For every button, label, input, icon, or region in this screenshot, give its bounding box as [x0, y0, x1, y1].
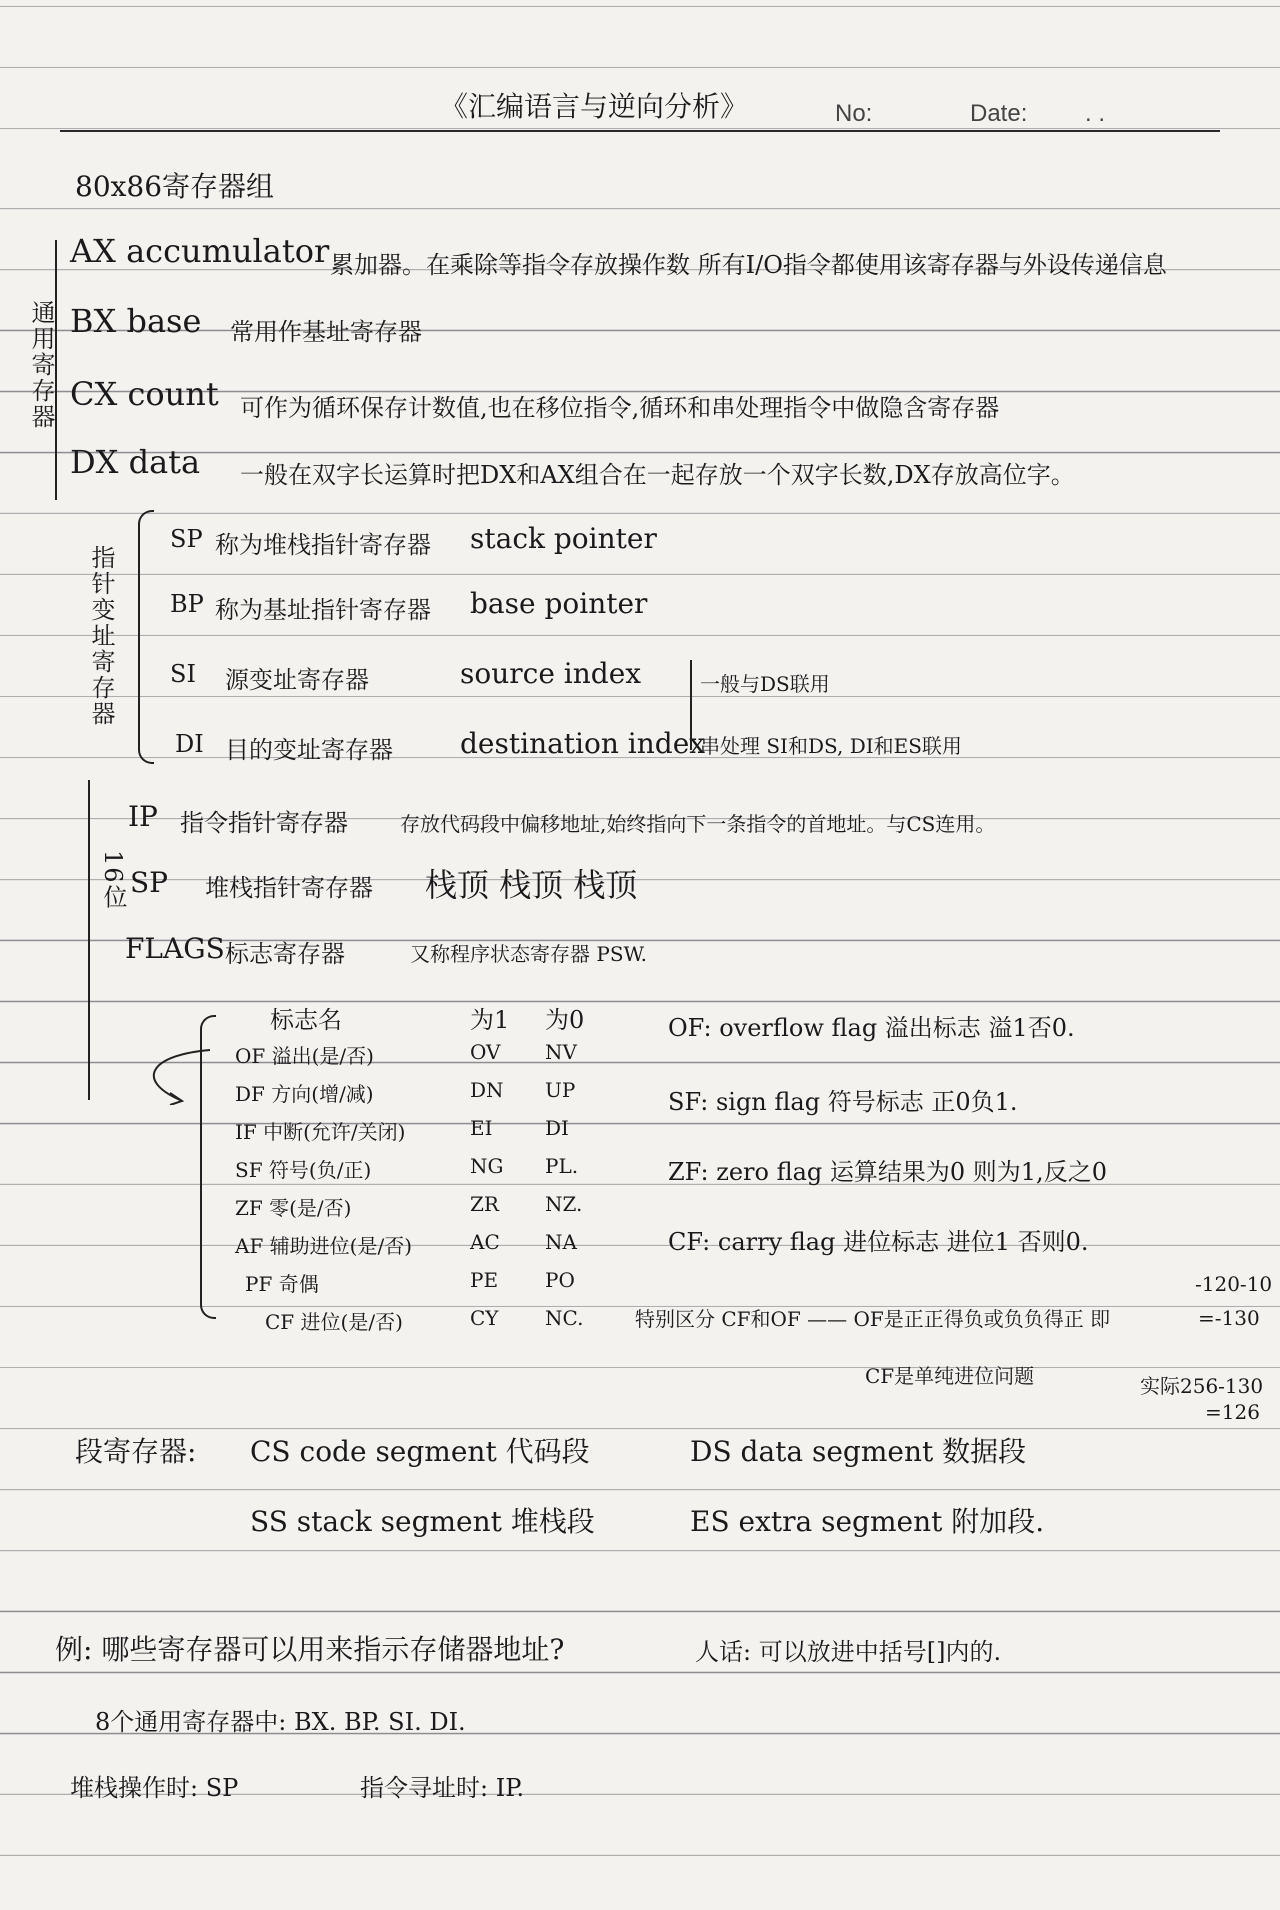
- flag-row-zero: NA: [545, 1230, 577, 1254]
- si-note: 一般与DS联用: [700, 672, 830, 696]
- sp-cn: 堆栈指针寄存器: [205, 874, 373, 902]
- di-cn: 目的变址寄存器: [225, 736, 393, 764]
- no-label: No:: [835, 100, 873, 127]
- of-cf-note-line2: CF是单纯进位问题: [865, 1364, 1035, 1388]
- example-line2: 8个通用寄存器中: BX. BP. SI. DI.: [95, 1708, 466, 1736]
- example-line3a: 堆栈操作时: SP: [70, 1774, 239, 1802]
- sp-desc: 栈顶 栈顶 栈顶: [425, 866, 638, 904]
- si-di-bracket: [690, 660, 692, 750]
- general-group-label: 通用寄存器: [27, 300, 55, 430]
- ax-description: 累加器。在乘除等指令存放操作数 所有I/O指令都使用该寄存器与外设传递信息: [330, 251, 1167, 279]
- flag-row-one: DN: [470, 1078, 504, 1102]
- page-title: 《汇编语言与逆向分析》: [440, 90, 749, 123]
- di-en: destination index: [460, 727, 706, 760]
- si-reg: SI: [170, 660, 196, 688]
- flag-row-zero: PL.: [545, 1154, 579, 1178]
- bp-pointer-en: base pointer: [470, 587, 648, 620]
- flag-row-one: ZR: [470, 1192, 499, 1216]
- dx-description: 一般在双字长运算时把DX和AX组合在一起存放一个双字长数,DX存放高位字。: [240, 461, 1075, 489]
- sp-reg: SP: [130, 866, 169, 899]
- flags-arrow: [130, 1045, 220, 1105]
- example-answer: 人话: 可以放进中括号[]内的.: [695, 1638, 1002, 1666]
- example-line3b: 指令寻址时: IP.: [360, 1774, 525, 1802]
- flag-row-one: AC: [470, 1230, 500, 1254]
- flags-col-name: 标志名: [270, 1006, 342, 1034]
- side-calc-3: 实际256-130: [1140, 1374, 1264, 1398]
- ax-register: AX accumulator: [70, 232, 330, 270]
- flag-row-name: AF 辅助进位(是/否): [235, 1234, 413, 1258]
- bit16-bracket: [88, 780, 90, 1100]
- of-note: OF: overflow flag 溢出标志 溢1否0.: [668, 1014, 1075, 1042]
- section-title: 80x86寄存器组: [75, 170, 275, 203]
- bx-description: 常用作基址寄存器: [230, 318, 422, 346]
- flag-row-name: SF 符号(负/正): [235, 1158, 372, 1182]
- ds-segment: DS data segment 数据段: [690, 1435, 1027, 1468]
- flag-row-one: NG: [470, 1154, 504, 1178]
- bit16-label: 16位: [99, 850, 127, 911]
- es-segment: ES extra segment 附加段.: [690, 1505, 1045, 1538]
- flag-row-zero: DI: [545, 1116, 569, 1140]
- cf-note: CF: carry flag 进位标志 进位1 否则0.: [668, 1228, 1089, 1256]
- flag-row-name: PF 奇偶: [245, 1272, 319, 1296]
- side-calc-4: =126: [1205, 1400, 1260, 1424]
- date-value: . .: [1085, 100, 1106, 127]
- header-rule: [60, 130, 1220, 132]
- flag-row-one: OV: [470, 1040, 501, 1064]
- ss-segment: SS stack segment 堆栈段: [250, 1505, 595, 1538]
- flag-row-name: IF 中断(允许/关闭): [235, 1120, 406, 1144]
- si-di-note: 串处理 SI和DS, DI和ES联用: [700, 734, 962, 758]
- cx-description: 可作为循环保存计数值,也在移位指令,循环和串处理指令中做隐含寄存器: [240, 394, 1000, 422]
- flag-row-name: ZF 零(是/否): [235, 1196, 352, 1220]
- flags-col-zero: 为0: [545, 1006, 585, 1034]
- flag-row-one: EI: [470, 1116, 493, 1140]
- sp-pointer-en: stack pointer: [470, 522, 657, 555]
- side-calc-2: =-130: [1198, 1306, 1260, 1330]
- flags-cn: 标志寄存器: [225, 940, 345, 968]
- flag-row-name: DF 方向(增/减): [235, 1082, 374, 1106]
- sp-pointer-cn: 称为堆栈指针寄存器: [215, 531, 431, 559]
- flag-row-one: CY: [470, 1306, 499, 1330]
- flags-desc: 又称程序状态寄存器 PSW.: [410, 942, 647, 966]
- example-question: 例: 哪些寄存器可以用来指示存储器地址?: [55, 1633, 565, 1666]
- cs-segment: CS code segment 代码段: [250, 1435, 590, 1468]
- flag-row-name: CF 进位(是/否): [265, 1310, 403, 1334]
- di-reg: DI: [175, 730, 204, 758]
- sp-pointer-reg: SP: [170, 525, 203, 553]
- pointer-group-label: 指针变址寄存器: [87, 545, 115, 727]
- flag-row-zero: NC.: [545, 1306, 584, 1330]
- bp-pointer-cn: 称为基址指针寄存器: [215, 596, 431, 624]
- bx-register: BX base: [70, 302, 202, 340]
- ip-cn: 指令指针寄存器: [180, 809, 348, 837]
- cx-register: CX count: [70, 375, 219, 413]
- ip-reg: IP: [128, 800, 158, 833]
- pointer-brace: [138, 510, 154, 764]
- flags-col-one: 为1: [470, 1006, 510, 1034]
- flag-row-name: OF 溢出(是/否): [235, 1044, 374, 1068]
- flag-row-one: PE: [470, 1268, 499, 1292]
- sf-note: SF: sign flag 符号标志 正0负1.: [668, 1088, 1018, 1116]
- date-label: Date:: [970, 100, 1028, 127]
- ip-desc: 存放代码段中偏移地址,始终指向下一条指令的首地址。与CS连用。: [400, 812, 996, 836]
- side-calc-1: -120-10: [1195, 1272, 1273, 1296]
- segment-label: 段寄存器:: [75, 1435, 197, 1468]
- flag-row-zero: PO: [545, 1268, 575, 1292]
- of-cf-note-line1: 特别区分 CF和OF —— OF是正正得负或负负得正 即: [635, 1307, 1111, 1331]
- flags-reg: FLAGS: [125, 932, 225, 965]
- dx-register: DX data: [70, 443, 201, 481]
- bp-pointer-reg: BP: [170, 590, 204, 618]
- si-cn: 源变址寄存器: [225, 666, 369, 694]
- zf-note: ZF: zero flag 运算结果为0 则为1,反之0: [668, 1158, 1107, 1186]
- si-en: source index: [460, 657, 642, 690]
- flag-row-zero: NV: [545, 1040, 577, 1064]
- flag-row-zero: UP: [545, 1078, 576, 1102]
- flag-row-zero: NZ.: [545, 1192, 583, 1216]
